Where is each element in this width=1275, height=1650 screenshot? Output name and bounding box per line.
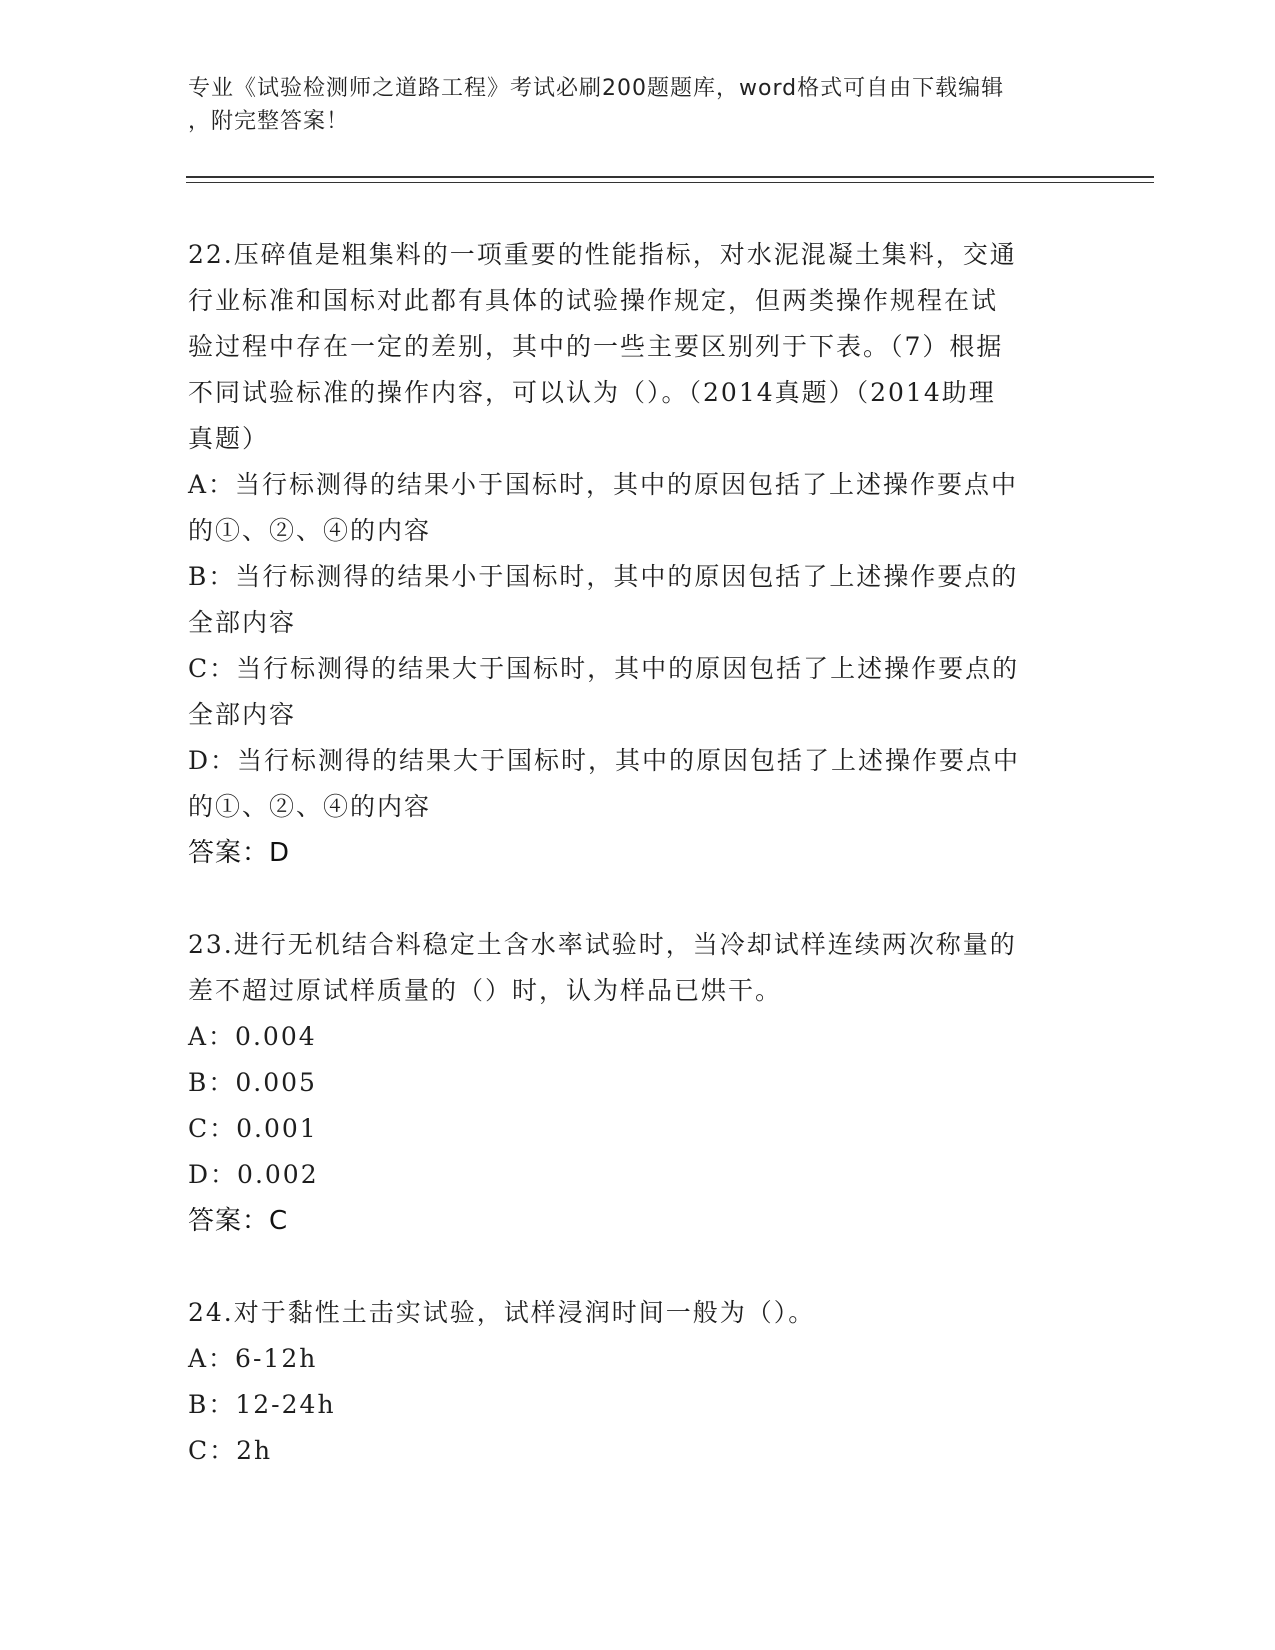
header-line-1: 专业《试验检测师之道路工程》考试必刷200题题库，word格式可自由下载编辑 — [188, 76, 1005, 101]
option-b: B：0.005 — [188, 1068, 317, 1097]
answer-line: 答案：D — [188, 838, 291, 868]
question-spacer — [188, 1244, 1078, 1290]
option-b: B：当行标测得的结果小于国标时，其中的原因包括了上述操作要点的 — [188, 562, 1019, 591]
question-24 — [188, 1290, 1078, 1474]
option-c: C：2h — [188, 1436, 273, 1465]
option-a: A：6-12h — [188, 1344, 318, 1373]
option-c-cont: 全部内容 — [188, 700, 297, 729]
question-spacer — [188, 876, 1078, 922]
option-c: C：当行标测得的结果大于国标时，其中的原因包括了上述操作要点的 — [188, 654, 1020, 683]
question-list — [188, 232, 1078, 1474]
option-b-cont: 全部内容 — [188, 608, 297, 637]
option-b: B：12-24h — [188, 1390, 336, 1419]
answer-line: 答案：C — [188, 1206, 289, 1236]
question-stem-line: 22.压碎值是粗集料的一项重要的性能指标，对水泥混凝土集料，交通 — [188, 240, 1017, 269]
option-a-cont: 的①、②、④的内容 — [188, 516, 432, 545]
question-22 — [188, 232, 1078, 876]
document-header — [188, 72, 1068, 138]
option-d: D：0.002 — [188, 1160, 319, 1189]
header-rule-bottom — [186, 182, 1154, 183]
option-c: C：0.001 — [188, 1114, 318, 1143]
option-a: A：当行标测得的结果小于国标时，其中的原因包括了上述操作要点中 — [188, 470, 1019, 499]
header-line-2: ，附完整答案！ — [188, 109, 350, 134]
question-stem-line: 差不超过原试样质量的（）时，认为样品已烘干。 — [188, 976, 783, 1005]
header-rule-top — [186, 176, 1154, 178]
option-d: D：当行标测得的结果大于国标时，其中的原因包括了上述操作要点中 — [188, 746, 1021, 775]
option-a: A：0.004 — [188, 1022, 317, 1051]
question-23 — [188, 922, 1078, 1244]
question-stem-line: 24.对于黏性土击实试验，试样浸润时间一般为（）。 — [188, 1298, 816, 1327]
question-stem-line: 不同试验标准的操作内容，可以认为（）。（2014真题）（2014助理 — [188, 378, 996, 407]
question-stem-line: 真题） — [188, 424, 270, 453]
question-stem-line: 23.进行无机结合料稳定土含水率试验时，当冷却试样连续两次称量的 — [188, 930, 1017, 959]
question-stem-line: 验过程中存在一定的差别，其中的一些主要区别列于下表。（7）根据 — [188, 332, 1004, 361]
option-d-cont: 的①、②、④的内容 — [188, 792, 432, 821]
question-stem-line: 行业标准和国标对此都有具体的试验操作规定，但两类操作规程在试 — [188, 286, 999, 315]
